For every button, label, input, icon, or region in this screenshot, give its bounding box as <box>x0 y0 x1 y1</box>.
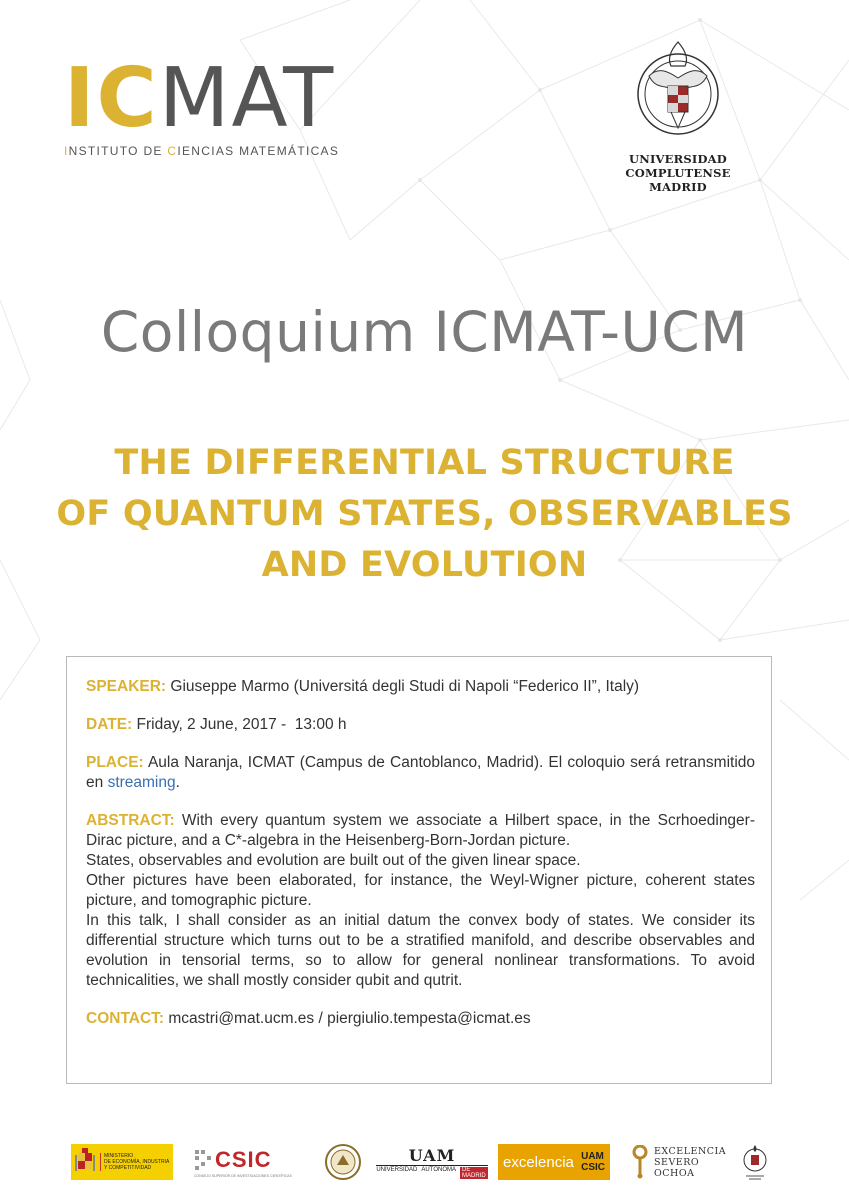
sponsor-logos <box>66 1140 786 1184</box>
streaming-link[interactable]: streaming <box>107 774 176 791</box>
excelencia-uam-csic-logo: excelencia UAM CSIC <box>498 1140 610 1184</box>
ucm-seal-icon <box>631 36 725 144</box>
date-line: DATE: Friday, 2 June, 2017 - 13:00 h <box>86 716 347 733</box>
severo-ochoa-mark-icon <box>632 1145 648 1179</box>
place-line: PLACE: Aula Naranja, ICMAT (Campus de Cantoblanco, Madrid). El coloquio será retransmitido en streaming. <box>86 754 756 791</box>
colloquium-series-title: Colloquium ICMAT-UCM <box>100 300 749 364</box>
abstract-block: ABSTRACT: With every quantum system we associate a Hilbert space, in the Scrhoedinger-Dirac picture, and a C*-algebra in the Heisenberg-Born-Jordan picture. States, observables and evolution are built out of the given linear space. Other pictures have been elaborated, for instance, the Weyl-Wigner picture, coherent states picture, and tomographic picture. In this talk, I shall consider as an initial datum the convex body of states. We consider its differential structure which turns out to be a stratified manifold, and describe observables and evolution in tensorial terms, so to allow for general nonlinear transformations. To avoid technicalities, we shall mostly consider qubit and qutrit. <box>86 812 756 989</box>
talk-title: THE DIFFERENTIAL STRUCTURE OF QUANTUM STATES, OBSERVABLES AND EVOLUTION <box>56 443 793 585</box>
spain-coat-of-arms-icon <box>74 1147 96 1177</box>
contact-emails[interactable]: mcastri@mat.ucm.es / piergiulio.tempesta@icmat.es <box>168 1010 531 1027</box>
icmat-logo <box>64 51 340 158</box>
contact-line: CONTACT: mcastri@mat.ucm.es / piergiulio.tempesta@icmat.es <box>86 1010 531 1027</box>
csic-logo: CSIC CONSEJO SUPERIOR DE INVESTIGACIONES CIENTÍFICAS <box>194 1146 292 1178</box>
uam-logo: UAM UNIVERSIDAD AUTÓNOMA DE MADRID <box>376 1145 486 1179</box>
ministerio-logo: MINISTERIO DE ECONOMÍA, INDUSTRIA Y COMPETITIVIDAD <box>71 1140 173 1184</box>
ucm-small-seal-icon <box>742 1143 768 1181</box>
university-seal-icon <box>324 1143 362 1181</box>
university-seal-logo <box>324 1140 364 1184</box>
ucm-logo <box>578 36 778 194</box>
icmat-subtitle: INSTITUTO DE CIENCIAS MATEMÁTICAS <box>64 144 340 158</box>
event-details-box <box>66 656 772 1084</box>
ucm-name: UNIVERSIDAD COMPLUTENSE MADRID <box>625 152 731 194</box>
ucm-small-logo <box>742 1140 770 1184</box>
csic-mark-icon <box>194 1149 212 1171</box>
speaker-line: SPEAKER: Giuseppe Marmo (Universitá degli Studi di Napoli “Federico II”, Italy) <box>86 678 640 695</box>
icmat-wordmark: ICMAT <box>64 51 336 146</box>
severo-ochoa-logo: EXCELENCIA SEVERO OCHOA <box>632 1140 732 1184</box>
